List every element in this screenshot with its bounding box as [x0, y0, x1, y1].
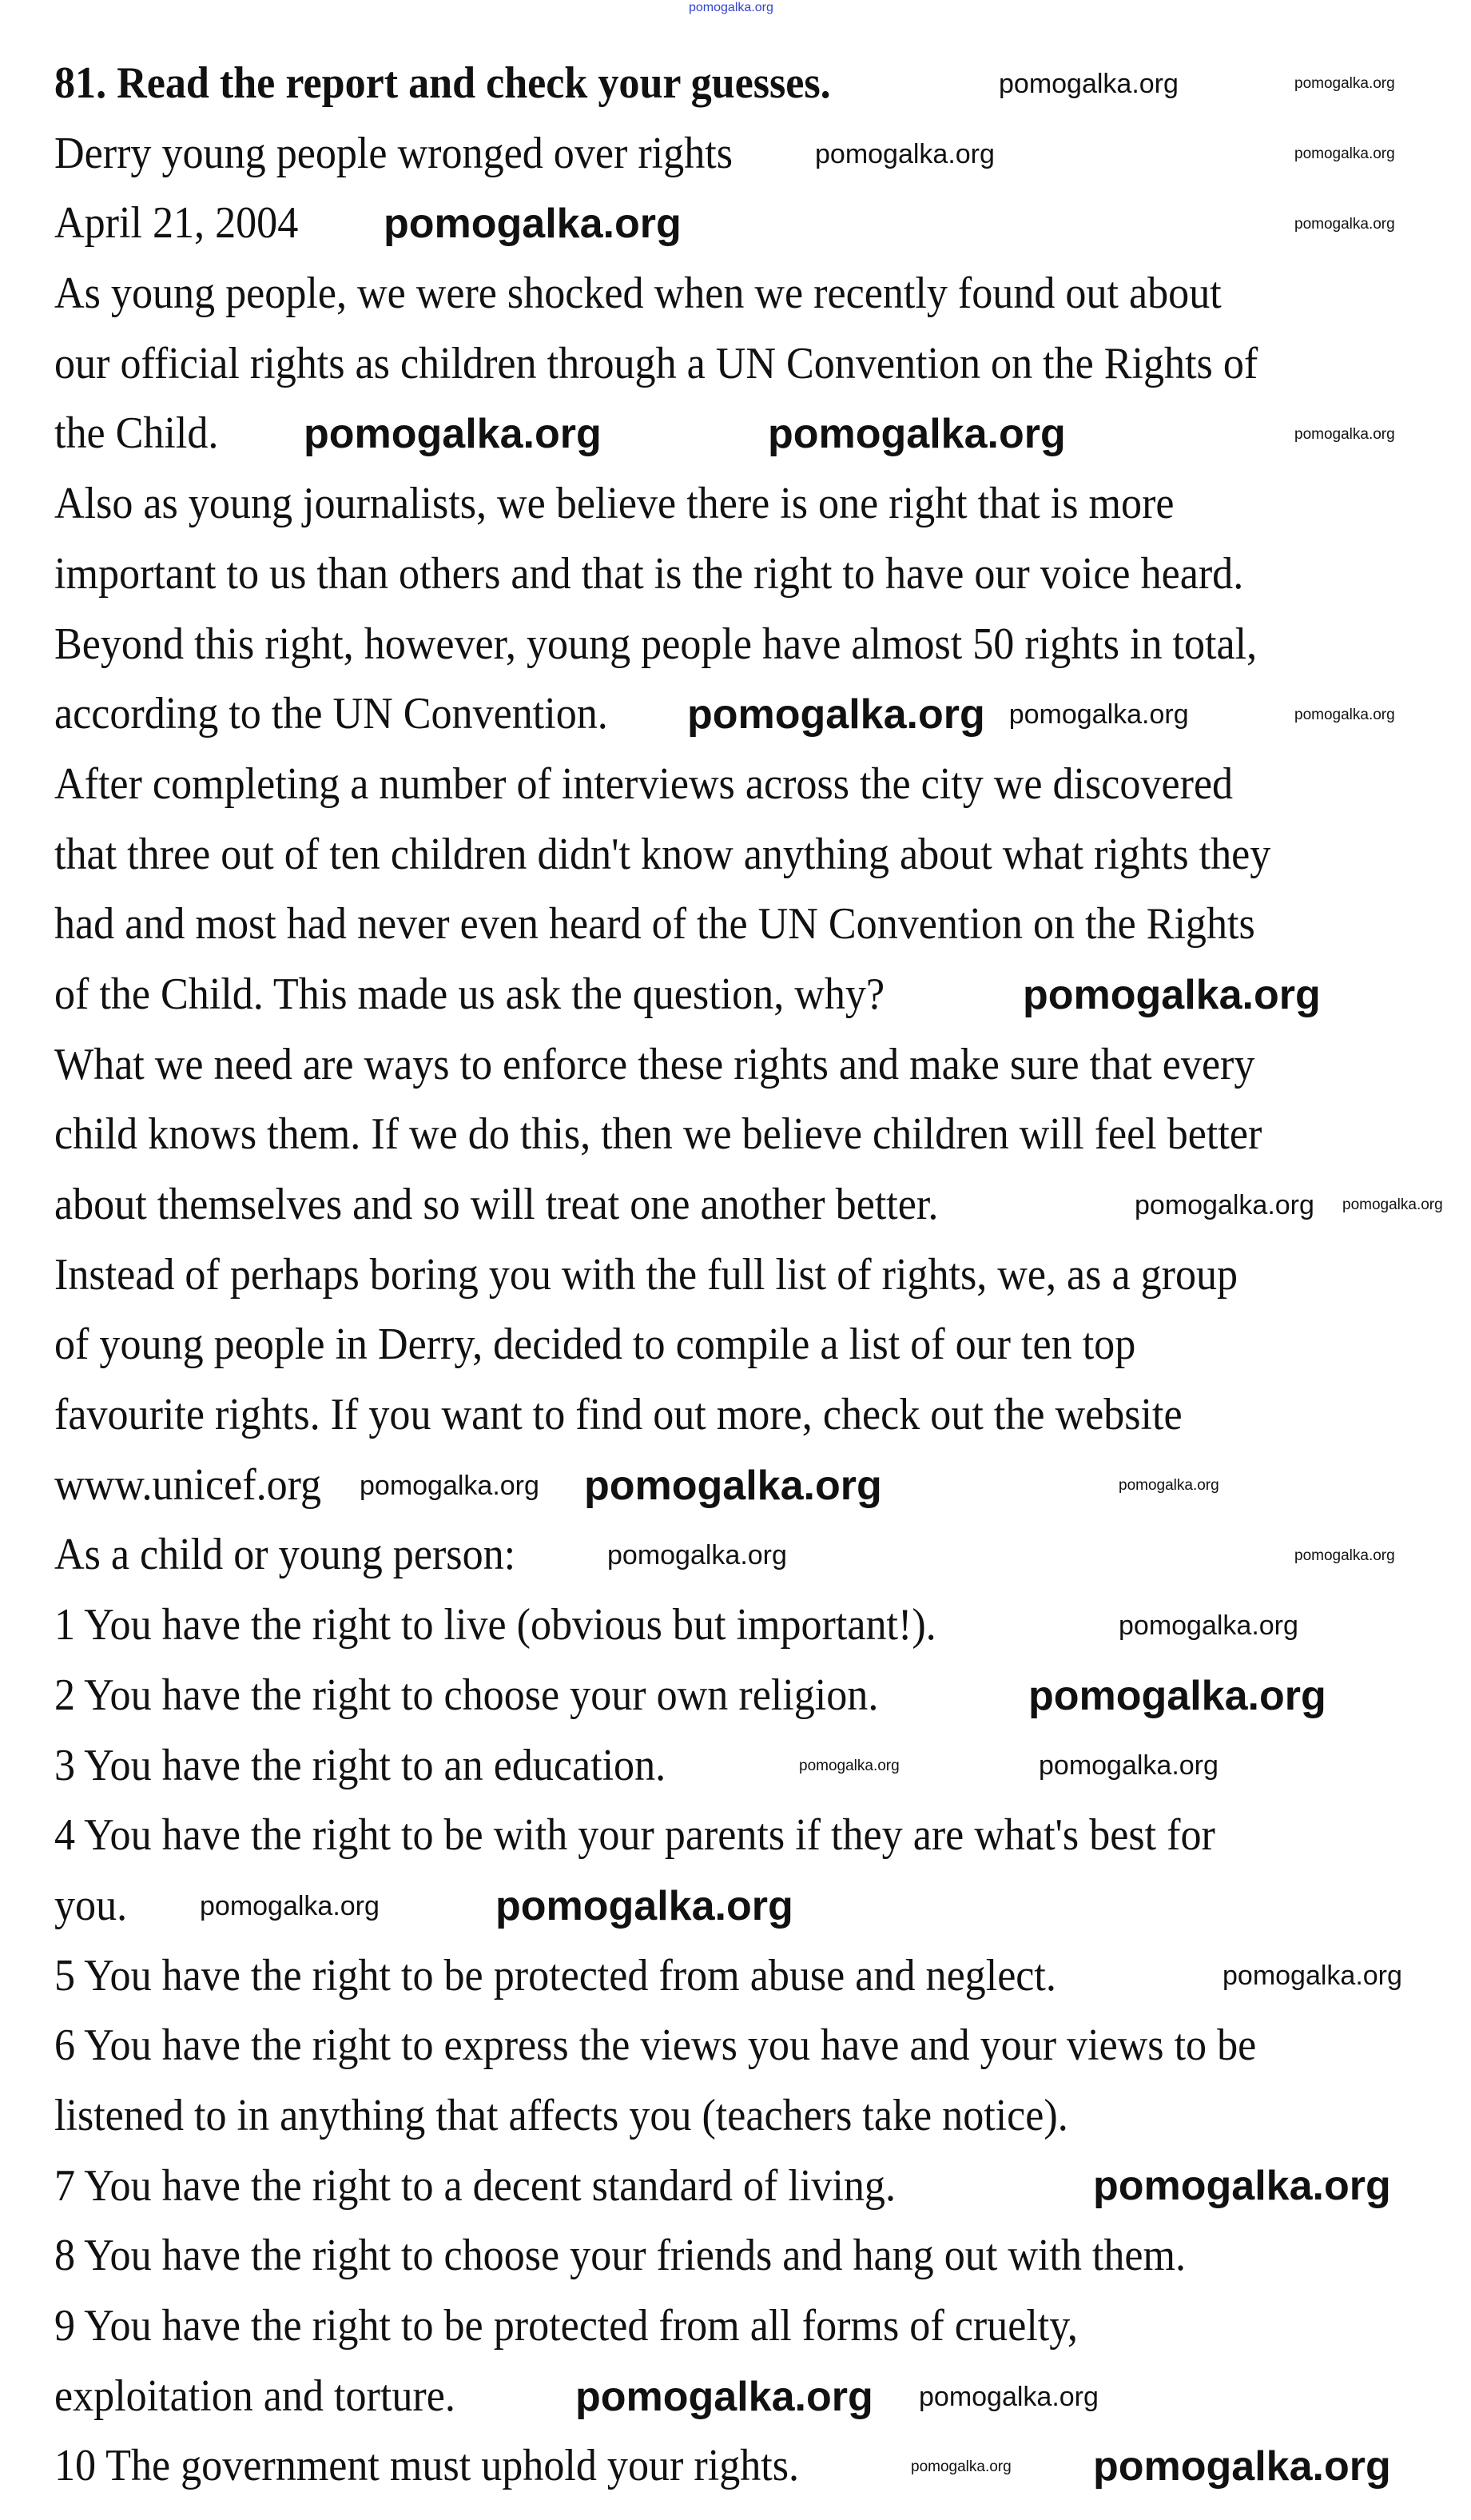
text-line: [54, 1380, 1461, 1451]
text-line-content: exploitation and torture.: [54, 2371, 455, 2421]
watermark: pomogalka.org: [1028, 1672, 1326, 1719]
text-line-content: child knows them. If we do this, then we believe children will feel better: [54, 1109, 1262, 1160]
text-line-content: 7 You have the right to a decent standard of living.: [54, 2160, 896, 2211]
text-line-content: 8 You have the right to choose your friends and hang out with them.: [54, 2231, 1187, 2281]
watermark: pomogalka.org: [607, 1540, 787, 1571]
text-line: [54, 539, 1461, 610]
text-line-content: of young people in Derry, decided to compile a list of our ten top: [54, 1320, 1136, 1370]
text-line: [54, 2011, 1461, 2081]
text-line-content: 3 You have the right to an education.: [54, 1740, 666, 1790]
watermark: pomogalka.org: [1135, 1189, 1314, 1220]
text-line-content: favourite rights. If you want to find out more, check out the website: [54, 1390, 1183, 1440]
text-line-content: important to us than others and that is the right to have our voice heard.: [54, 548, 1244, 599]
text-line-content: listened to in anything that affects you (teachers take notice).: [54, 2090, 1068, 2140]
watermark: pomogalka.org: [1119, 1610, 1298, 1641]
watermark: pomogalka.org: [575, 2373, 873, 2420]
text-line-content: 6 You have the right to express the views you have and your views to be: [54, 2020, 1257, 2071]
text-line-content: according to the UN Convention.: [54, 689, 608, 739]
article-date-line: [54, 189, 1461, 259]
watermark: pomogalka.org: [1294, 215, 1395, 233]
text-line-content: Instead of perhaps boring you with the full list of rights, we, as a group: [54, 1249, 1238, 1300]
text-line: [54, 2221, 1461, 2291]
text-line-content: the Child.: [54, 408, 219, 459]
text-line: [54, 750, 1461, 820]
watermark: pomogalka.org: [999, 68, 1179, 99]
text-line-content: had and most had never even heard of the UN Convention on the Rights: [54, 899, 1255, 949]
text-line-content: 4 You have the right to be with your parents if they are what's best for: [54, 1810, 1215, 1861]
watermark: pomogalka.org: [1294, 1547, 1395, 1564]
text-line-content: you.: [54, 1880, 128, 1930]
watermark: pomogalka.org: [495, 1882, 793, 1929]
text-line: [54, 610, 1461, 680]
watermark: pomogalka.org: [200, 1890, 380, 1921]
text-line: [54, 2081, 1461, 2152]
text-line-content: about themselves and so will treat one another better.: [54, 1180, 939, 1229]
text-line: [54, 1030, 1461, 1101]
text-line: [54, 399, 1461, 469]
text-line: [54, 820, 1461, 890]
text-line-content: Beyond this right, however, young people have almost 50 rights in total,: [54, 619, 1258, 669]
text-line-content: Also as young journalists, we believe there is one right that is more: [54, 479, 1175, 529]
article-headline-line: [54, 119, 1461, 189]
watermark: pomogalka.org: [1294, 425, 1395, 443]
watermark: pomogalka.org: [1093, 2443, 1391, 2490]
text-line-content: www.unicef.org: [54, 1459, 322, 1510]
text-line-content: 9 You have the right to be protected from all forms of cruelty,: [54, 2301, 1078, 2351]
watermark: pomogalka.org: [1223, 1961, 1402, 1992]
text-line-content: that three out of ten children didn't know anything about what rights they: [54, 829, 1271, 879]
text-line: [54, 329, 1461, 400]
text-line: [54, 1310, 1461, 1380]
text-line-content: As a child or young person:: [54, 1530, 516, 1580]
document-body: [54, 49, 1461, 2502]
watermark: pomogalka.org: [768, 411, 1066, 458]
text-line: [54, 469, 1461, 539]
text-line: [54, 890, 1461, 960]
watermark: pomogalka.org: [799, 1757, 900, 1774]
watermark: pomogalka.org: [815, 138, 995, 169]
watermark: pomogalka.org: [1294, 75, 1395, 93]
watermark: pomogalka.org: [689, 1, 773, 14]
text-line: [54, 1100, 1461, 1170]
watermark: pomogalka.org: [384, 201, 682, 248]
text-line-content: 10 The government must uphold your rights.: [54, 2441, 800, 2491]
text-line: [54, 2291, 1461, 2362]
watermark: pomogalka.org: [1294, 145, 1395, 163]
watermark: pomogalka.org: [1294, 706, 1395, 723]
text-line-content: 2 You have the right to choose your own religion.: [54, 1670, 879, 1720]
article-date: April 21, 2004: [54, 198, 299, 249]
text-line-content: As young people, we were shocked when we recently found out about: [54, 269, 1222, 319]
text-line-content: 1 You have the right to live (obvious but important!).: [54, 1600, 936, 1650]
watermark: pomogalka.org: [1093, 2163, 1391, 2210]
article-headline: Derry young people wronged over rights: [54, 128, 733, 178]
watermark: pomogalka.org: [304, 411, 602, 458]
watermark: pomogalka.org: [687, 691, 985, 738]
text-line-content: of the Child. This made us ask the question, why?: [54, 969, 885, 1019]
watermark: pomogalka.org: [1023, 971, 1321, 1018]
text-line-content: our official rights as children through a UN Convention on the Rights of: [54, 338, 1258, 388]
watermark: pomogalka.org: [1008, 699, 1189, 731]
watermark: pomogalka.org: [1119, 1477, 1219, 1495]
text-line-content: After completing a number of interviews across the city we discovered: [54, 758, 1234, 809]
exercise-title: 81. Read the report and check your guesses.: [54, 58, 831, 108]
watermark: pomogalka.org: [1342, 1196, 1443, 1214]
watermark: pomogalka.org: [584, 1462, 882, 1509]
text-line: [54, 1240, 1461, 1311]
watermark: pomogalka.org: [1039, 1750, 1219, 1782]
text-line: [54, 1801, 1461, 1871]
watermark: pomogalka.org: [360, 1470, 539, 1501]
text-line-content: 5 You have the right to be protected from abuse and neglect.: [54, 1950, 1056, 2000]
text-line: [54, 259, 1461, 329]
text-line-content: What we need are ways to enforce these rights and make sure that every: [54, 1039, 1255, 1089]
exercise-title-line: [54, 49, 1461, 119]
watermark: pomogalka.org: [911, 2458, 1012, 2475]
text-line: [54, 1731, 1461, 1801]
watermark: pomogalka.org: [919, 2381, 1099, 2412]
